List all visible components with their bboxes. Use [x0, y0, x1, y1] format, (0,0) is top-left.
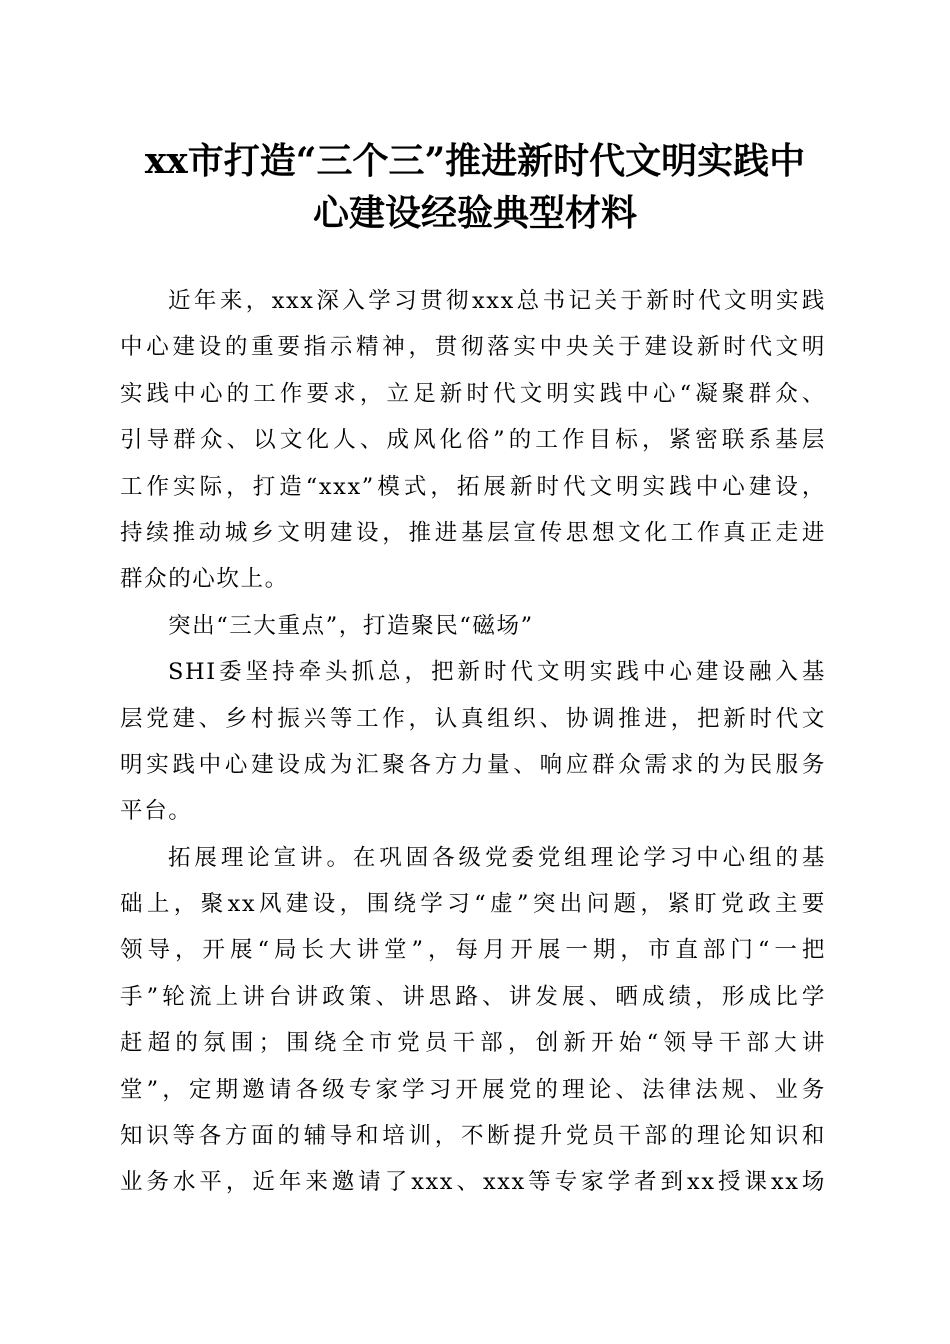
document-body	[120, 278, 826, 1206]
text-line: SHI委坚持牵头抓总，把新时代文明实践中心建设融入基	[168, 659, 826, 686]
text-line: 工作实际，打造“xxx”模式，拓展新时代文明实践中心建设，	[120, 473, 826, 500]
text-line: 业务水平，近年来邀请了xxx、xxx等专家学者到xx授课xx场	[120, 1169, 826, 1196]
text-line: 础上，聚xx风建设，围绕学习“虚”突出问题，紧盯党政主要	[120, 891, 826, 918]
text-line: 领导，开展“局长大讲堂”，每月开展一期，市直部门“一把	[120, 937, 826, 964]
text-line: 中心建设的重要指示精神，贯彻落实中央关于建设新时代文明	[120, 334, 826, 361]
title-line-2: 心建设经验典型材料	[312, 192, 637, 234]
section-heading: 突出“三大重点”，打造聚民“磁场”	[168, 612, 534, 639]
paragraph-committee	[120, 649, 826, 835]
text-line: 平台。	[120, 798, 193, 825]
text-line: 实践中心的工作要求，立足新时代文明实践中心“凝聚群众、	[120, 380, 826, 407]
paragraph-section-heading	[120, 603, 826, 649]
title-line-1: xx市打造“三个三”推进新时代文明实践中	[144, 140, 806, 182]
document-title	[100, 135, 850, 239]
text-line: 知识等各方面的辅导和培训，不断提升党员干部的理论知识和	[120, 1123, 826, 1150]
paragraph-intro	[120, 278, 826, 603]
text-line: 近年来，xxx深入学习贯彻xxx总书记关于新时代文明实践	[168, 288, 826, 314]
text-line: 引导群众、以文化人、成风化俗”的工作目标，紧密联系基层	[120, 427, 826, 454]
paragraph-theory	[120, 835, 826, 1206]
text-line: 堂”，定期邀请各级专家学习开展党的理论、法律法规、业务	[120, 1076, 826, 1103]
text-line: 拓展理论宣讲。在巩固各级党委党组理论学习中心组的基	[168, 844, 826, 871]
text-line: 群众的心坎上。	[120, 566, 289, 593]
text-line: 手”轮流上讲台讲政策、讲思路、讲发展、晒成绩，形成比学	[120, 983, 826, 1010]
text-line: 层党建、乡村振兴等工作，认真组织、协调推进，把新时代文	[120, 705, 826, 732]
text-line: 赶超的氛围；围绕全市党员干部，创新开始“领导干部大讲	[120, 1030, 826, 1057]
text-line: 持续推动城乡文明建设，推进基层宣传思想文化工作真正走进	[120, 519, 826, 546]
text-line: 明实践中心建设成为汇聚各方力量、响应群众需求的为民服务	[120, 751, 826, 778]
